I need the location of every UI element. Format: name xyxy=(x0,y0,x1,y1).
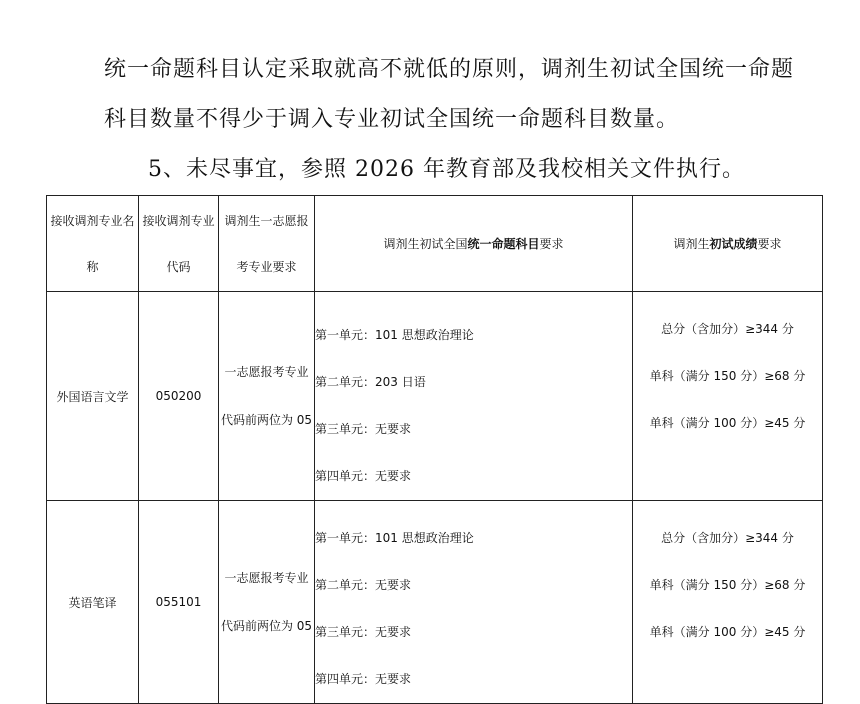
exam-unit-4: 第四单元：无要求 xyxy=(315,469,412,483)
table-row xyxy=(47,292,823,501)
cell-exam-units xyxy=(315,501,633,704)
cell-major-name: 英语笔译 xyxy=(47,501,139,704)
cell-first-choice-requirement: 一志愿报考专业代码前两位为 05 xyxy=(219,292,315,501)
paragraph-item-5: 5、未尽事宜，参照 2026 年教育部及我校相关文件执行。 xyxy=(148,157,745,182)
cell-exam-units xyxy=(315,292,633,501)
header-score-prefix: 调剂生 xyxy=(673,236,710,251)
header-score-bold: 初试成绩 xyxy=(709,236,758,251)
table-header-row xyxy=(47,196,823,292)
paragraph-line-1: 统一命题科目认定采取就高不就低的原则，调剂生初试全国统一命题 xyxy=(104,57,795,82)
exam-unit-1: 第一单元：101 思想政治理论 xyxy=(315,531,474,545)
exam-unit-1: 第一单元：101 思想政治理论 xyxy=(315,328,474,342)
cell-major-name: 外国语言文学 xyxy=(47,292,139,501)
exam-unit-3: 第三单元：无要求 xyxy=(315,422,412,436)
exam-unit-4: 第四单元：无要求 xyxy=(315,672,412,686)
cell-major-code: 050200 xyxy=(139,292,219,501)
score-total: 总分（含加分）≥344 分 xyxy=(661,322,794,336)
exam-unit-3: 第三单元：无要求 xyxy=(315,625,412,639)
paragraph-line-2: 科目数量不得少于调入专业初试全国统一命题科目数量。 xyxy=(104,107,680,132)
header-score-requirement xyxy=(633,196,823,292)
score-single-100: 单科（满分 100 分）≥45 分 xyxy=(649,625,806,639)
header-major-name: 接收调剂专业名称 xyxy=(47,196,139,292)
score-total: 总分（含加分）≥344 分 xyxy=(661,531,794,545)
header-exam-subject-requirement xyxy=(315,196,633,292)
transfer-admission-table xyxy=(46,195,823,704)
cell-score-requirements xyxy=(633,501,823,704)
header-score-suffix: 要求 xyxy=(757,236,782,251)
score-single-150: 单科（满分 150 分）≥68 分 xyxy=(649,578,806,592)
table-row xyxy=(47,501,823,704)
exam-unit-2: 第二单元：无要求 xyxy=(315,578,412,592)
cell-score-requirements xyxy=(633,292,823,501)
score-single-150: 单科（满分 150 分）≥68 分 xyxy=(649,369,806,383)
header-exam-subject-suffix: 要求 xyxy=(539,236,564,251)
header-exam-subject-prefix: 调剂生初试全国 xyxy=(383,236,468,251)
cell-first-choice-requirement: 一志愿报考专业代码前两位为 05 xyxy=(219,501,315,704)
exam-unit-2: 第二单元：203 日语 xyxy=(315,375,426,389)
header-first-choice-requirement: 调剂生一志愿报考专业要求 xyxy=(219,196,315,292)
header-major-code: 接收调剂专业代码 xyxy=(139,196,219,292)
score-single-100: 单科（满分 100 分）≥45 分 xyxy=(649,416,806,430)
header-exam-subject-bold: 统一命题科目 xyxy=(467,236,540,251)
cell-major-code: 055101 xyxy=(139,501,219,704)
